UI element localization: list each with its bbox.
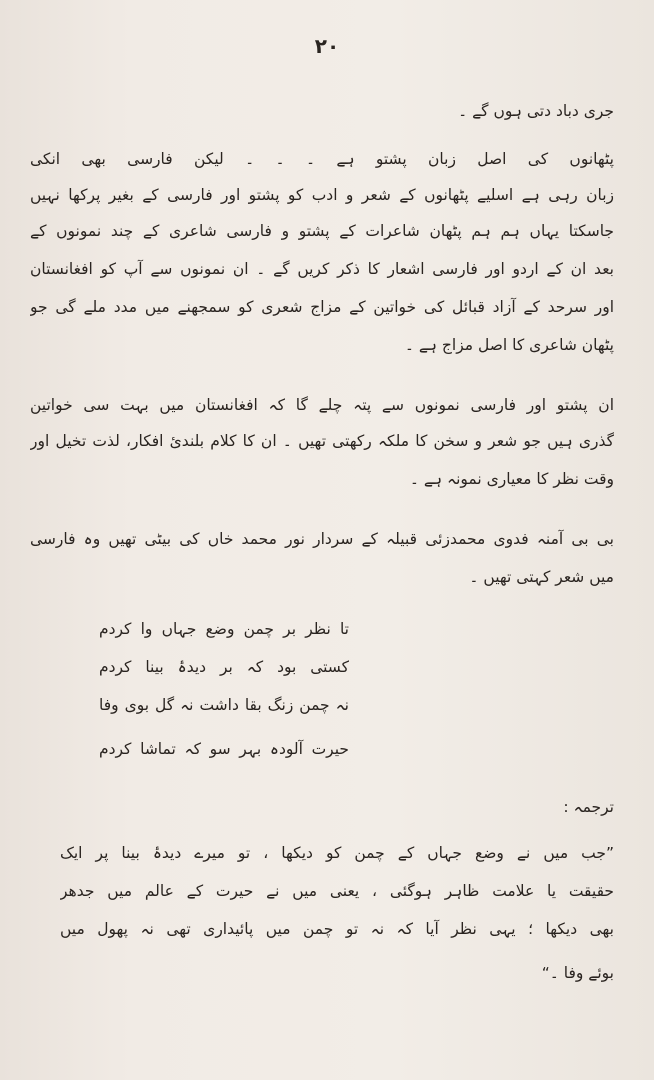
translation-line-4: بوئے وفا ۔“ — [541, 964, 614, 982]
text-line-5: بعد ان کے اردو اور فارسی اشعار کا ذکر کریں گے ۔ ان نمونوں سے آپ کو افغانستان — [30, 260, 614, 278]
page-number: ۲۰ — [314, 34, 340, 58]
text-line-11: بی بی آمنہ فدوی محمدزئی قبیلہ کے سردار نور محمد خاں کی بیٹی تھیں وہ فارسی — [30, 530, 614, 548]
text-line-12: میں شعر کہتی تھیں ۔ — [469, 568, 614, 586]
translation-line-1: ”جب میں نے وضع جہاں کے چمن کو دیکھا ، تو میرے دیدۂ بینا پر ایک — [60, 844, 614, 862]
text-line-9: گذری ہیں جو شعر و سخن کا ملکہ رکھتی تھیں ۔ ان کا کلام بلندئ افکار، لذت تخیل اور — [30, 432, 614, 450]
text-line-3: زبان رہی ہے اسلیے پٹھانوں کے شعر و ادب کو پشتو اور فارسی کے بغیر پرکھا نہیں — [30, 186, 614, 204]
translation-line-2: حقیقت یا علامت ظاہر ہوگئی ، یعنی میں نے حیرت کے عالم میں جدھر — [60, 882, 614, 900]
verse-line-3: نہ چمن زنگ بقا داشت نہ گل بوی وفا — [99, 696, 349, 714]
text-line-1: جری دباد دتی ہوں گے ۔ — [458, 102, 614, 120]
text-line-10: وقت نظر کا معیاری نمونہ ہے ۔ — [409, 470, 614, 488]
text-line-4: جاسکتا یہاں ہم ہم پٹھان شاعرات کے پشتو و فارسی شاعری کے چند نمونوں کے — [30, 222, 614, 240]
verse-line-1: تا نظر بر چمن وضع جہاں وا کردم — [99, 620, 349, 638]
text-line-6: اور سرحد کے آزاد قبائل کی خواتین کے مزاج شعری کو سمجھنے میں مدد ملے گی جو — [30, 298, 614, 316]
text-line-7: پٹھان شاعری کا اصل مزاج ہے ۔ — [404, 336, 614, 354]
text-line-2: پٹھانوں کی اصل زبان پشتو ہے ۔ ۔ ۔ لیکن فارسی بھی انکی — [30, 150, 614, 168]
text-line-8: ان پشتو اور فارسی نمونوں سے پتہ چلے گا کہ افغانستان میں بہت سی خواتین — [30, 396, 614, 414]
verse-line-4: حیرت آلودہ بہر سو کہ تماشا کردم — [99, 740, 349, 758]
verse-line-2: کستی بود کہ بر دیدۂ بینا کردم — [99, 658, 349, 676]
translation-heading: ترجمہ : — [563, 798, 614, 816]
translation-line-3: بھی دیکھا ؛ یہی نظر آیا کہ نہ تو چمن میں پائیداری تھی نہ پھول میں — [60, 920, 614, 938]
